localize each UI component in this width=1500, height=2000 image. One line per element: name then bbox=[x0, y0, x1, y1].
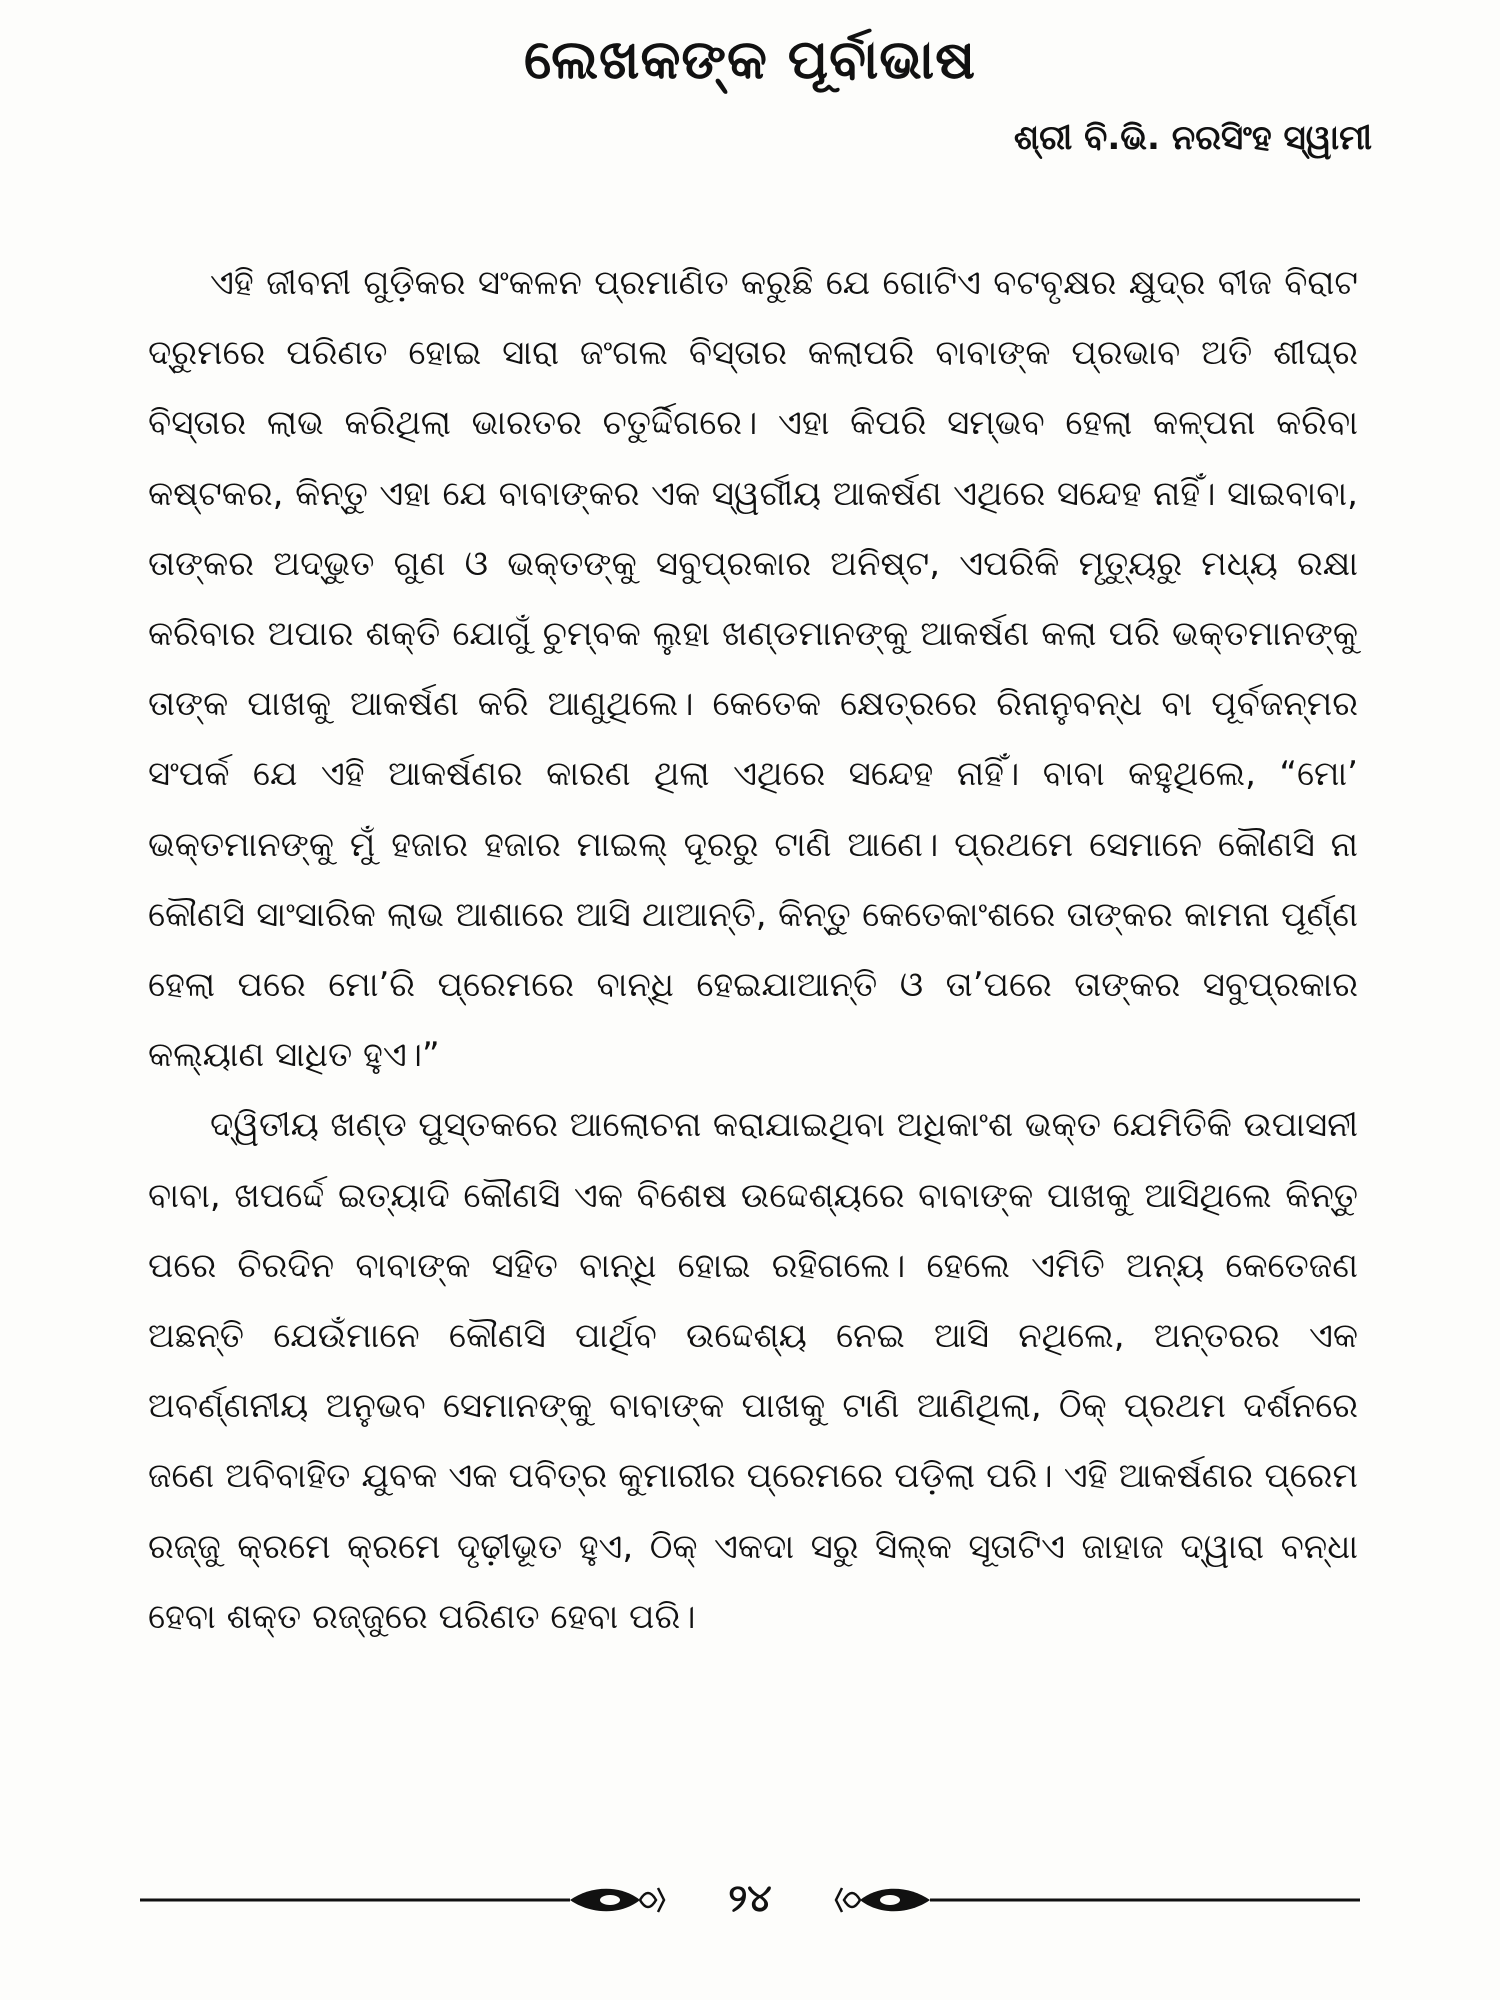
paragraph-1: ଏହି ଜୀବନୀ ଗୁଡ଼ିକର ସଂକଳନ ପ୍ରମାଣିତ କରୁଛି ଯେ ଗୋଟିଏ ବଟବୃକ୍ଷର କ୍ଷୁଦ୍ର ବୀଜ ବିରାଟ ଦ୍ରୁମରେ ପରିଣତ ହୋଇ ସାରା ଜଂଗଲ ବିସ୍ତାର କଲାପରି ବାବାଙ୍କ ପ୍ରଭାବ ଅତି ଶୀଘ୍ର ବିସ୍ତାର ଲାଭ କରିଥିଲା ଭାରତର ଚତୁର୍ଦ୍ଦିଗରେ। ଏହା କିପରି ସମ୍ଭବ ହେଲା କଳ୍ପନା କରିବା କଷ୍ଟକର, କିନ୍ତୁ ଏହା ଯେ ବାବାଙ୍କର ଏକ ସ୍ୱର୍ଗୀୟ ଆକର୍ଷଣ ଏଥିରେ ସନ୍ଦେହ ନାହିଁ। ସାଇବାବା, ତାଙ୍କର ଅଦ୍ଭୁତ ଗୁଣ ଓ ଭକ୍ତଙ୍କୁ ସବୁପ୍ରକାର ଅନିଷ୍ଟ, ଏପରିକି ମୃତ୍ୟୁରୁ ମଧ୍ୟ ରକ୍ଷା କରିବାର ଅପାର ଶକ୍ତି ଯୋଗୁଁ ଚୁମ୍ବକ ଲୁହା ଖଣ୍ଡମାନଙ୍କୁ ଆକର୍ଷଣ କଲା ପରି ଭକ୍ତମାନଙ୍କୁ ତାଙ୍କ ପାଖକୁ ଆକର୍ଷଣ କରି ଆଣୁଥିଲେ। କେତେକ କ୍ଷେତ୍ରରେ ରିନାନୁବନ୍ଧ ବା ପୂର୍ବଜନ୍ମର ସଂପର୍କ ଯେ ଏହି ଆକର୍ଷଣର କାରଣ ଥିଲା ଏଥିରେ ସନ୍ଦେହ ନାହିଁ। ବାବା କହୁଥିଲେ, “ମୋ’ ଭକ୍ତମାନଙ୍କୁ ମୁଁ ହଜାର ହଜାର ମାଇଲ୍ ଦୂରରୁ ଟାଣି ଆଣେ। ପ୍ରଥମେ ସେମାନେ କୌଣସି ନା କୌଣସି ସାଂସାରିକ ଲାଭ ଆଶାରେ ଆସି ଥାଆନ୍ତି, କିନ୍ତୁ କେତେକାଂଶରେ ତାଙ୍କର କାମନା ପୂର୍ଣ୍ଣ ହେଲା ପରେ ମୋ’ରି ପ୍ରେମରେ ବାନ୍ଧି ହେଇଯାଆନ୍ତି ଓ ତା’ପରେ ତାଙ୍କର ସବୁପ୍ରକାର କଲ୍ୟାଣ ସାଧିତ ହୁଏ।” bbox=[148, 263, 1358, 1076]
page-number: ୨୪ bbox=[728, 1876, 772, 1920]
author-name: ଶ୍ରୀ ବି.ଭି. ନରସିଂହ ସ୍ୱାମୀ bbox=[1013, 118, 1372, 158]
body-text bbox=[148, 248, 1358, 1652]
page-title: ଲେଖକଙ୍କ ପୂର୍ବାଭାଷ bbox=[524, 28, 976, 91]
page-footer bbox=[140, 1870, 1360, 1930]
paragraph-2: ଦ୍ୱିତୀୟ ଖଣ୍ଡ ପୁସ୍ତକରେ ଆଲୋଚନା କରାଯାଇଥିବା ଅଧିକାଂଶ ଭକ୍ତ ଯେମିତିକି ଉପାସନୀ ବାବା, ଖପର୍ଦ୍ଦେ ଇତ୍ୟାଦି କୌଣସି ଏକ ବିଶେଷ ଉଦ୍ଦେଶ୍ୟରେ ବାବାଙ୍କ ପାଖକୁ ଆସିଥିଲେ କିନ୍ତୁ ପରେ ଚିରଦିନ ବାବାଙ୍କ ସହିତ ବାନ୍ଧି ହୋଇ ରହିଗଲେ। ହେଲେ ଏମିତି ଅନ୍ୟ କେତେଜଣ ଅଛନ୍ତି ଯେଉଁମାନେ କୌଣସି ପାର୍ଥିବ ଉଦ୍ଦେଶ୍ୟ ନେଇ ଆସି ନଥିଲେ, ଅନ୍ତରର ଏକ ଅବର୍ଣ୍ଣନୀୟ ଅନୁଭବ ସେମାନଙ୍କୁ ବାବାଙ୍କ ପାଖକୁ ଟାଣି ଆଣିଥିଲା, ଠିକ୍ ପ୍ରଥମ ଦର୍ଶନରେ ଜଣେ ଅବିବାହିତ ଯୁବକ ଏକ ପବିତ୍ର କୁମାରୀର ପ୍ରେମରେ ପଡ଼ିଲା ପରି। ଏହି ଆକର୍ଷଣର ପ୍ରେମ ରଜ୍ଜୁ କ୍ରମେ କ୍ରମେ ଦୃଢ଼ୀଭୂତ ହୁଏ, ଠିକ୍ ଏକଦା ସରୁ ସିଲ୍କ ସୂତାଟିଏ ଜାହାଜ ଦ୍ୱାରା ବନ୍ଧା ହେବା ଶକ୍ତ ରଜ୍ଜୁରେ ପରିଣତ ହେବା ପରି। bbox=[148, 1105, 1358, 1637]
